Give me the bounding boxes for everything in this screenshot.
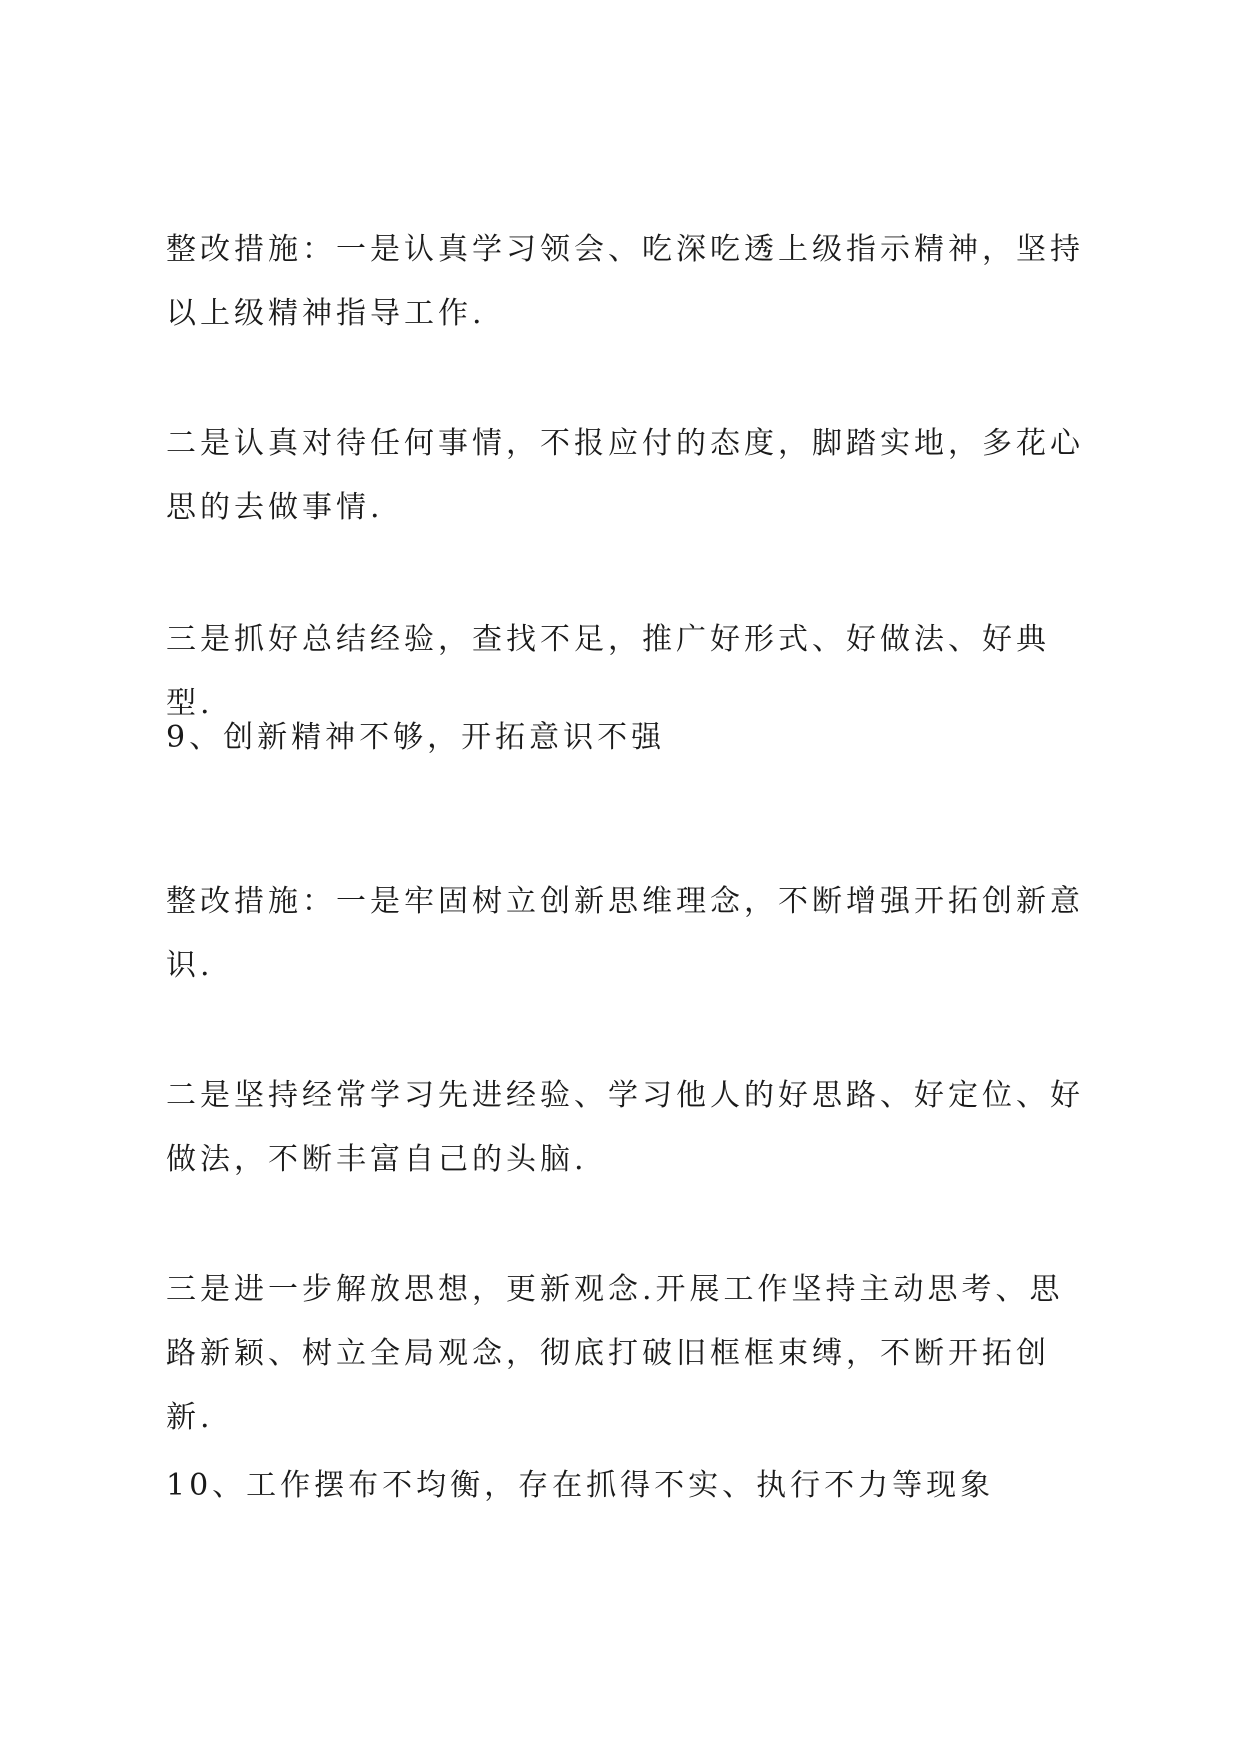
paragraph-measure-three: 三是抓好总结经验，查找不足，推广好形式、好做法、好典型. — [166, 622, 1050, 721]
heading-item-9: 9、创新精神不够，开拓意识不强 — [166, 720, 666, 755]
paragraph-measure-three-item-9: 三是进一步解放思想，更新观念.开展工作坚持主动思考、思路新颖、树立全局观念，彻底打破旧框框束缚，不断开拓创新. — [166, 1272, 1064, 1435]
paragraph-measure-two: 二是认真对待任何事情，不报应付的态度，脚踏实地，多花心思的去做事情. — [166, 426, 1084, 525]
paragraph-rectification-measures-9: 整改措施：一是牢固树立创新思维理念，不断增强开拓创新意识. — [166, 884, 1084, 983]
heading-item-10: 10、工作摆布不均衡，存在抓得不实、执行不力等现象 — [166, 1468, 995, 1503]
paragraph-rectification-measures-1: 整改措施：一是认真学习领会、吃深吃透上级指示精神，坚持以上级精神指导工作. — [166, 232, 1084, 331]
paragraph-measure-two-item-9: 二是坚持经常学习先进经验、学习他人的好思路、好定位、好做法，不断丰富自己的头脑. — [166, 1078, 1084, 1177]
